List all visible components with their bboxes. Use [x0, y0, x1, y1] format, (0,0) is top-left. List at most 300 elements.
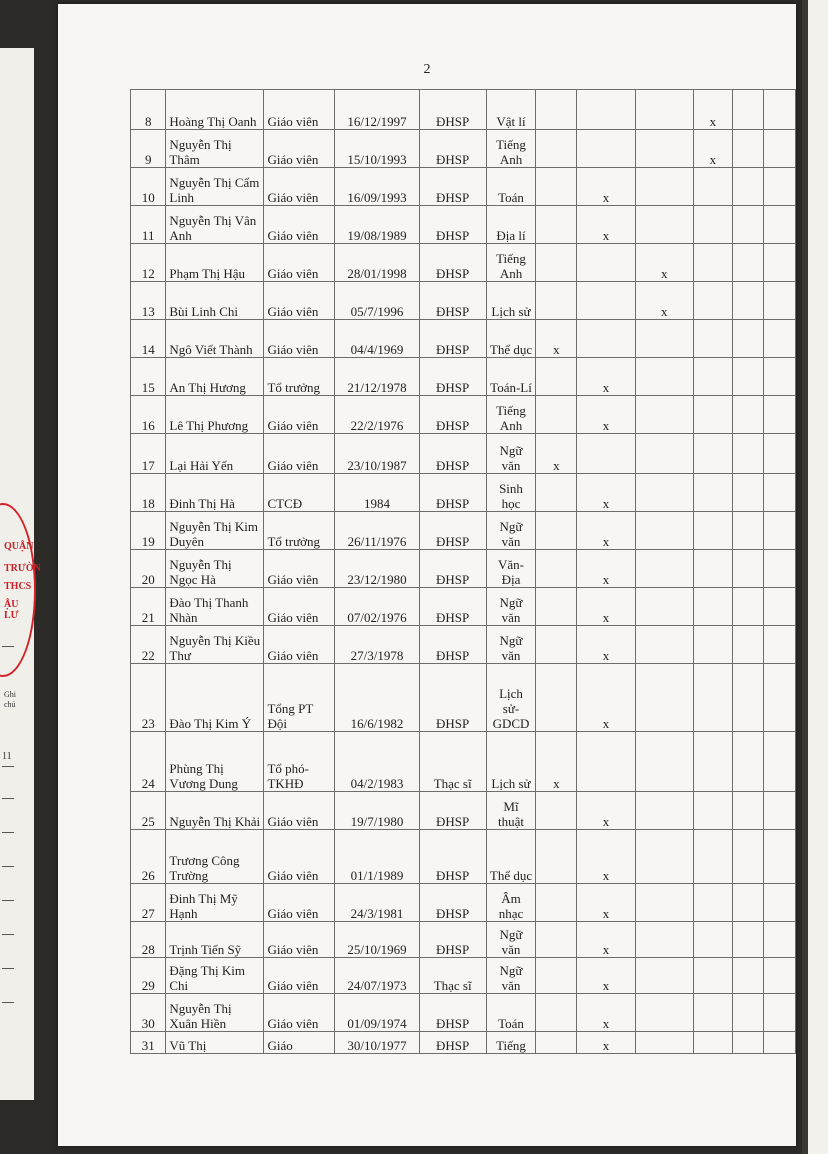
- subject-cell: Thể dục: [486, 320, 536, 358]
- birth-date-cell: 05/7/1996: [335, 282, 419, 320]
- birth-date-cell: 15/10/1993: [335, 130, 419, 168]
- mark-cell: [732, 550, 763, 588]
- mark-cell: [693, 550, 732, 588]
- mark-cell: [536, 168, 577, 206]
- staff-table: [130, 89, 796, 1054]
- left-note-label: Ghi: [4, 690, 16, 699]
- mark-cell: [732, 244, 763, 282]
- mark-cell: [763, 994, 795, 1032]
- mark-cell: x: [577, 922, 635, 958]
- staff-name-cell: Nguyễn Thị Xuân Hiền: [166, 994, 264, 1032]
- mark-cell: [732, 130, 763, 168]
- mark-cell: [635, 922, 693, 958]
- mark-cell: [693, 434, 732, 474]
- staff-position-cell: Tổng PT Đội: [264, 664, 335, 732]
- degree-cell: ĐHSP: [419, 168, 486, 206]
- mark-cell: [763, 434, 795, 474]
- mark-cell: x: [577, 994, 635, 1032]
- subject-cell: Toán: [486, 168, 536, 206]
- birth-date-cell: 21/12/1978: [335, 358, 419, 396]
- mark-cell: [732, 922, 763, 958]
- table-row: [131, 206, 796, 244]
- mark-cell: [635, 206, 693, 244]
- subject-cell: Âm nhạc: [486, 884, 536, 922]
- mark-cell: [732, 396, 763, 434]
- mark-cell: x: [577, 830, 635, 884]
- degree-cell: ĐHSP: [419, 474, 486, 512]
- mark-cell: [763, 884, 795, 922]
- subject-cell: Mĩ thuật: [486, 792, 536, 830]
- degree-cell: ĐHSP: [419, 830, 486, 884]
- mark-cell: [732, 1032, 763, 1054]
- degree-cell: Thạc sĩ: [419, 732, 486, 792]
- degree-cell: ĐHSP: [419, 922, 486, 958]
- mark-cell: x: [635, 282, 693, 320]
- subject-cell: Vật lí: [486, 90, 536, 130]
- row-number-cell: 17: [131, 434, 166, 474]
- mark-cell: x: [577, 664, 635, 732]
- table-row: [131, 320, 796, 358]
- mark-cell: [732, 626, 763, 664]
- mark-cell: [536, 90, 577, 130]
- row-number-cell: 11: [131, 206, 166, 244]
- subject-cell: Toán-Lí: [486, 358, 536, 396]
- mark-cell: [763, 474, 795, 512]
- staff-position-cell: Tổ trưởng: [264, 512, 335, 550]
- subject-cell: Tiếng: [486, 1032, 536, 1054]
- mark-cell: [693, 884, 732, 922]
- mark-cell: [635, 130, 693, 168]
- mark-cell: [763, 168, 795, 206]
- degree-cell: ĐHSP: [419, 244, 486, 282]
- staff-name-cell: Đinh Thị Hà: [166, 474, 264, 512]
- mark-cell: [693, 626, 732, 664]
- mark-cell: [536, 358, 577, 396]
- mark-cell: [763, 244, 795, 282]
- table-row: [131, 922, 796, 958]
- mark-cell: [732, 884, 763, 922]
- mark-cell: [763, 958, 795, 994]
- staff-name-cell: Đào Thị Thanh Nhàn: [166, 588, 264, 626]
- birth-date-cell: 04/2/1983: [335, 732, 419, 792]
- birth-date-cell: 01/09/1974: [335, 994, 419, 1032]
- mark-cell: [763, 830, 795, 884]
- mark-cell: [635, 884, 693, 922]
- subject-cell: Văn-Địa: [486, 550, 536, 588]
- staff-name-cell: Đinh Thị Mỹ Hạnh: [166, 884, 264, 922]
- birth-date-cell: 16/12/1997: [335, 90, 419, 130]
- mark-cell: [732, 958, 763, 994]
- table-row: [131, 626, 796, 664]
- subject-cell: Tiếng Anh: [486, 244, 536, 282]
- mark-cell: [732, 664, 763, 732]
- row-number-cell: 9: [131, 130, 166, 168]
- mark-cell: x: [536, 320, 577, 358]
- mark-cell: x: [577, 958, 635, 994]
- mark-cell: [732, 732, 763, 792]
- staff-position-cell: Giáo viên: [264, 130, 335, 168]
- table-row: [131, 90, 796, 130]
- mark-cell: [635, 626, 693, 664]
- mark-cell: [536, 206, 577, 244]
- staff-name-cell: Đặng Thị Kim Chi: [166, 958, 264, 994]
- mark-cell: [635, 732, 693, 792]
- red-seal-stamp: QUẬN TRƯỜN THCS ẬU LƯ: [0, 503, 36, 677]
- staff-name-cell: Nguyễn Thị Khải: [166, 792, 264, 830]
- staff-position-cell: Giáo viên: [264, 244, 335, 282]
- table-row: [131, 244, 796, 282]
- mark-cell: x: [577, 792, 635, 830]
- mark-cell: [693, 664, 732, 732]
- mark-cell: [693, 512, 732, 550]
- mark-cell: [635, 664, 693, 732]
- mark-cell: [693, 282, 732, 320]
- birth-date-cell: 19/7/1980: [335, 792, 419, 830]
- mark-cell: x: [577, 884, 635, 922]
- degree-cell: ĐHSP: [419, 206, 486, 244]
- mark-cell: [732, 206, 763, 244]
- mark-cell: x: [577, 626, 635, 664]
- staff-position-cell: Giáo viên: [264, 434, 335, 474]
- row-number-cell: 16: [131, 396, 166, 434]
- staff-name-cell: Nguyễn Thị Thâm: [166, 130, 264, 168]
- mark-cell: [732, 512, 763, 550]
- row-number-cell: 27: [131, 884, 166, 922]
- row-number-cell: 10: [131, 168, 166, 206]
- mark-cell: [635, 588, 693, 626]
- staff-position-cell: Giáo viên: [264, 994, 335, 1032]
- mark-cell: x: [536, 732, 577, 792]
- mark-cell: [763, 792, 795, 830]
- mark-cell: [635, 168, 693, 206]
- mark-cell: [635, 994, 693, 1032]
- row-number-cell: 22: [131, 626, 166, 664]
- subject-cell: Ngữ văn: [486, 626, 536, 664]
- degree-cell: ĐHSP: [419, 512, 486, 550]
- mark-cell: [732, 830, 763, 884]
- mark-cell: [536, 550, 577, 588]
- mark-cell: [732, 282, 763, 320]
- birth-date-cell: 24/07/1973: [335, 958, 419, 994]
- mark-cell: [693, 244, 732, 282]
- table-row: [131, 434, 796, 474]
- subject-cell: Ngữ văn: [486, 512, 536, 550]
- table-row: [131, 664, 796, 732]
- staff-position-cell: Giáo viên: [264, 830, 335, 884]
- staff-name-cell: Trịnh Tiến Sỹ: [166, 922, 264, 958]
- table-row: [131, 474, 796, 512]
- subject-cell: Tiếng Anh: [486, 396, 536, 434]
- table-row: [131, 1032, 796, 1054]
- mark-cell: x: [577, 512, 635, 550]
- mark-cell: x: [693, 90, 732, 130]
- mark-cell: x: [577, 396, 635, 434]
- birth-date-cell: 23/12/1980: [335, 550, 419, 588]
- mark-cell: x: [577, 588, 635, 626]
- degree-cell: ĐHSP: [419, 1032, 486, 1054]
- staff-name-cell: Hoàng Thị Oanh: [166, 90, 264, 130]
- table-row: [131, 396, 796, 434]
- degree-cell: ĐHSP: [419, 90, 486, 130]
- mark-cell: [536, 884, 577, 922]
- staff-name-cell: Trương Công Trường: [166, 830, 264, 884]
- table-row: [131, 168, 796, 206]
- row-number-cell: 29: [131, 958, 166, 994]
- left-note-label-2: chú: [4, 700, 16, 709]
- degree-cell: ĐHSP: [419, 994, 486, 1032]
- staff-position-cell: Giáo viên: [264, 588, 335, 626]
- mark-cell: [536, 130, 577, 168]
- mark-cell: x: [693, 130, 732, 168]
- row-number-cell: 8: [131, 90, 166, 130]
- mark-cell: [536, 922, 577, 958]
- staff-position-cell: Giáo viên: [264, 958, 335, 994]
- staff-position-cell: CTCĐ: [264, 474, 335, 512]
- degree-cell: ĐHSP: [419, 588, 486, 626]
- mark-cell: [763, 282, 795, 320]
- mark-cell: [536, 282, 577, 320]
- mark-cell: [577, 732, 635, 792]
- staff-name-cell: Lê Thị Phương: [166, 396, 264, 434]
- row-number-cell: 30: [131, 994, 166, 1032]
- mark-cell: [732, 588, 763, 626]
- mark-cell: [732, 320, 763, 358]
- subject-cell: Ngữ văn: [486, 588, 536, 626]
- subject-cell: Ngữ văn: [486, 434, 536, 474]
- subject-cell: Toán: [486, 994, 536, 1032]
- staff-position-cell: Giáo viên: [264, 550, 335, 588]
- birth-date-cell: 16/6/1982: [335, 664, 419, 732]
- mark-cell: [577, 320, 635, 358]
- mark-cell: [763, 732, 795, 792]
- mark-cell: [635, 958, 693, 994]
- mark-cell: [732, 994, 763, 1032]
- subject-cell: Ngữ văn: [486, 958, 536, 994]
- mark-cell: [536, 1032, 577, 1054]
- birth-date-cell: 23/10/1987: [335, 434, 419, 474]
- mark-cell: x: [577, 1032, 635, 1054]
- mark-cell: [763, 358, 795, 396]
- mark-cell: [635, 474, 693, 512]
- table-row: [131, 550, 796, 588]
- mark-cell: [577, 244, 635, 282]
- staff-name-cell: Ngô Viết Thành: [166, 320, 264, 358]
- mark-cell: x: [577, 206, 635, 244]
- staff-name-cell: Nguyễn Thị Ngọc Hà: [166, 550, 264, 588]
- staff-position-cell: Giáo viên: [264, 206, 335, 244]
- row-number-cell: 23: [131, 664, 166, 732]
- page-number: 2: [423, 62, 431, 77]
- row-number-cell: 13: [131, 282, 166, 320]
- subject-cell: Lịch sử: [486, 282, 536, 320]
- mark-cell: [693, 1032, 732, 1054]
- mark-cell: [693, 994, 732, 1032]
- mark-cell: [763, 550, 795, 588]
- row-number-cell: 15: [131, 358, 166, 396]
- mark-cell: [763, 626, 795, 664]
- subject-cell: Lịch sử: [486, 732, 536, 792]
- birth-date-cell: 16/09/1993: [335, 168, 419, 206]
- mark-cell: [693, 396, 732, 434]
- birth-date-cell: 26/11/1976: [335, 512, 419, 550]
- staff-position-cell: Giáo viên: [264, 282, 335, 320]
- table-row: [131, 732, 796, 792]
- degree-cell: ĐHSP: [419, 396, 486, 434]
- staff-name-cell: Đào Thị Kim Ý: [166, 664, 264, 732]
- mark-cell: [732, 474, 763, 512]
- staff-position-cell: Giáo viên: [264, 90, 335, 130]
- mark-cell: [536, 958, 577, 994]
- mark-cell: [763, 130, 795, 168]
- mark-cell: x: [577, 358, 635, 396]
- right-page-edge: [802, 0, 828, 1154]
- subject-cell: Ngữ văn: [486, 922, 536, 958]
- mark-cell: [693, 320, 732, 358]
- mark-cell: x: [635, 244, 693, 282]
- mark-cell: [635, 434, 693, 474]
- row-number-cell: 20: [131, 550, 166, 588]
- mark-cell: [763, 588, 795, 626]
- mark-cell: [577, 282, 635, 320]
- mark-cell: [536, 588, 577, 626]
- left-note-number: 11: [2, 751, 12, 762]
- left-page-edge: [0, 48, 41, 1100]
- row-number-cell: 24: [131, 732, 166, 792]
- birth-date-cell: 27/3/1978: [335, 626, 419, 664]
- staff-position-cell: Tổ trưởng: [264, 358, 335, 396]
- birth-date-cell: 25/10/1969: [335, 922, 419, 958]
- mark-cell: [635, 396, 693, 434]
- mark-cell: [732, 90, 763, 130]
- table-row: [131, 792, 796, 830]
- row-number-cell: 26: [131, 830, 166, 884]
- mark-cell: [693, 922, 732, 958]
- mark-cell: [693, 792, 732, 830]
- mark-cell: [536, 396, 577, 434]
- birth-date-cell: 1984: [335, 474, 419, 512]
- document-page: [58, 4, 796, 1146]
- subject-cell: Sinh học: [486, 474, 536, 512]
- staff-name-cell: Phùng Thị Vương Dung: [166, 732, 264, 792]
- mark-cell: [763, 922, 795, 958]
- mark-cell: [635, 830, 693, 884]
- subject-cell: Lịch sử-GDCD: [486, 664, 536, 732]
- degree-cell: ĐHSP: [419, 792, 486, 830]
- degree-cell: ĐHSP: [419, 358, 486, 396]
- mark-cell: [693, 830, 732, 884]
- row-number-cell: 31: [131, 1032, 166, 1054]
- mark-cell: [693, 206, 732, 244]
- degree-cell: Thạc sĩ: [419, 958, 486, 994]
- mark-cell: [693, 732, 732, 792]
- staff-position-cell: Giáo viên: [264, 792, 335, 830]
- table-row: [131, 830, 796, 884]
- mark-cell: [536, 830, 577, 884]
- mark-cell: [577, 434, 635, 474]
- degree-cell: ĐHSP: [419, 130, 486, 168]
- row-number-cell: 14: [131, 320, 166, 358]
- mark-cell: [635, 512, 693, 550]
- degree-cell: ĐHSP: [419, 320, 486, 358]
- mark-cell: [763, 320, 795, 358]
- staff-name-cell: Lại Hải Yến: [166, 434, 264, 474]
- staff-name-cell: Vũ Thị: [166, 1032, 264, 1054]
- mark-cell: [635, 90, 693, 130]
- mark-cell: [635, 358, 693, 396]
- table-row: [131, 130, 796, 168]
- subject-cell: Tiếng Anh: [486, 130, 536, 168]
- mark-cell: [635, 320, 693, 358]
- staff-position-cell: Giáo viên: [264, 884, 335, 922]
- mark-cell: [763, 396, 795, 434]
- birth-date-cell: 04/4/1969: [335, 320, 419, 358]
- table-row: [131, 512, 796, 550]
- mark-cell: [536, 792, 577, 830]
- mark-cell: [693, 588, 732, 626]
- staff-name-cell: Nguyễn Thị Vân Anh: [166, 206, 264, 244]
- staff-name-cell: Nguyễn Thị Kim Duyên: [166, 512, 264, 550]
- mark-cell: [536, 994, 577, 1032]
- birth-date-cell: 24/3/1981: [335, 884, 419, 922]
- mark-cell: [536, 626, 577, 664]
- birth-date-cell: 28/01/1998: [335, 244, 419, 282]
- birth-date-cell: 01/1/1989: [335, 830, 419, 884]
- mark-cell: [763, 664, 795, 732]
- staff-position-cell: Giáo viên: [264, 168, 335, 206]
- degree-cell: ĐHSP: [419, 664, 486, 732]
- degree-cell: ĐHSP: [419, 626, 486, 664]
- degree-cell: ĐHSP: [419, 884, 486, 922]
- staff-name-cell: Bùi Linh Chi: [166, 282, 264, 320]
- mark-cell: [763, 90, 795, 130]
- row-number-cell: 28: [131, 922, 166, 958]
- mark-cell: [635, 792, 693, 830]
- mark-cell: [577, 130, 635, 168]
- staff-name-cell: Nguyễn Thị Kiều Thư: [166, 626, 264, 664]
- mark-cell: [536, 664, 577, 732]
- table-row: [131, 358, 796, 396]
- mark-cell: [693, 358, 732, 396]
- subject-cell: Địa lí: [486, 206, 536, 244]
- mark-cell: [763, 1032, 795, 1054]
- subject-cell: Thể dục: [486, 830, 536, 884]
- mark-cell: [763, 206, 795, 244]
- table-row: [131, 588, 796, 626]
- staff-position-cell: Tổ phó-TKHĐ: [264, 732, 335, 792]
- birth-date-cell: 30/10/1977: [335, 1032, 419, 1054]
- degree-cell: ĐHSP: [419, 434, 486, 474]
- staff-position-cell: Giáo: [264, 1032, 335, 1054]
- mark-cell: [763, 512, 795, 550]
- mark-cell: [732, 358, 763, 396]
- mark-cell: [577, 90, 635, 130]
- mark-cell: x: [577, 474, 635, 512]
- degree-cell: ĐHSP: [419, 282, 486, 320]
- row-number-cell: 21: [131, 588, 166, 626]
- mark-cell: [732, 168, 763, 206]
- mark-cell: [693, 958, 732, 994]
- table-row: [131, 282, 796, 320]
- staff-position-cell: Giáo viên: [264, 396, 335, 434]
- table-row: [131, 994, 796, 1032]
- row-number-cell: 25: [131, 792, 166, 830]
- mark-cell: [693, 168, 732, 206]
- mark-cell: [635, 1032, 693, 1054]
- degree-cell: ĐHSP: [419, 550, 486, 588]
- staff-name-cell: Phạm Thị Hậu: [166, 244, 264, 282]
- mark-cell: [536, 244, 577, 282]
- row-number-cell: 18: [131, 474, 166, 512]
